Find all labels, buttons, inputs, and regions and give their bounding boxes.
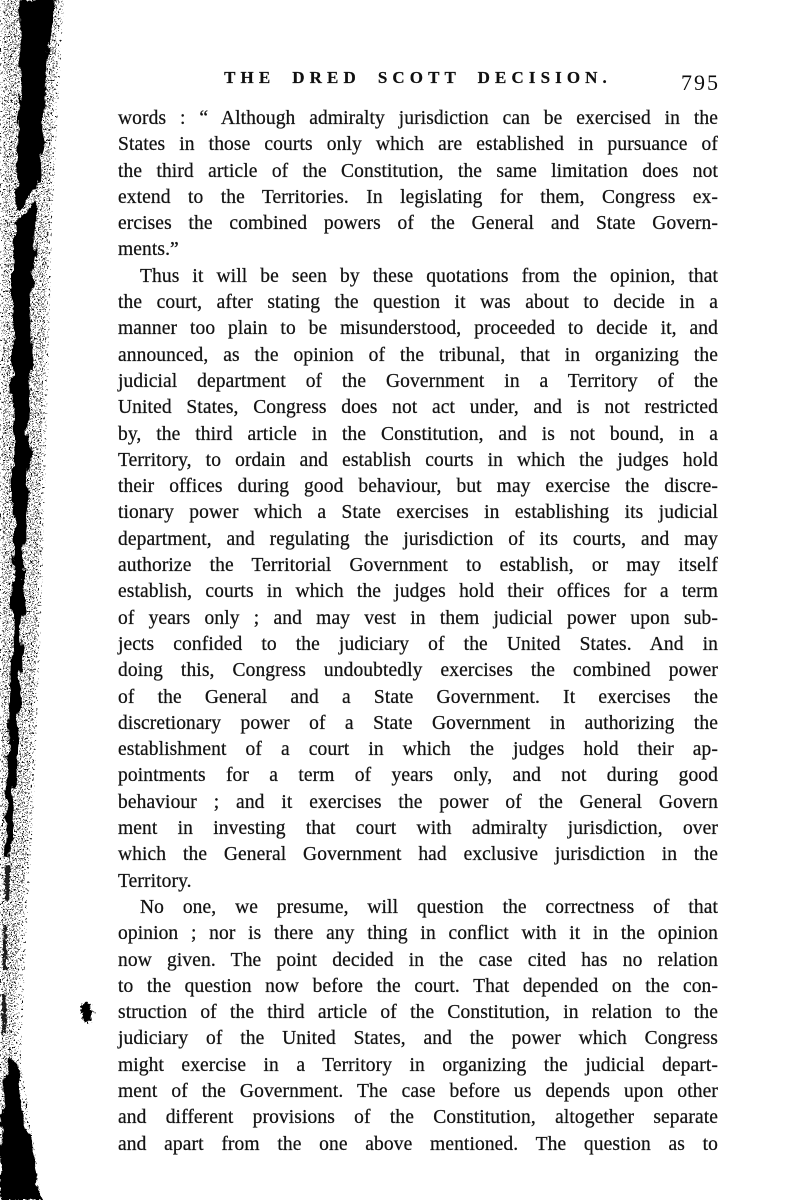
text-line: of the General and a State Government. It exercises the xyxy=(118,686,718,708)
text-line: extend to the Territories. In legislating for them, Congress ex- xyxy=(118,186,718,208)
text-line: behaviour ; and it exercises the power of the General Govern xyxy=(118,791,718,813)
text-line: establishment of a court in which the judges hold their ap- xyxy=(118,739,718,761)
text-line: struction of the third article of the Constitution, in relation to the xyxy=(118,1002,718,1024)
page-body xyxy=(118,106,718,1158)
text-line: Thus it will be seen by these quotations from the opinion, that xyxy=(140,265,718,287)
text-line: words : “ Although admiralty jurisdiction can be exercised in the xyxy=(118,108,718,129)
text-line: judiciary of the United States, and the power which Congress xyxy=(118,1028,718,1050)
page-header xyxy=(118,68,718,98)
text-line: the court, after stating the question it was about to decide in a xyxy=(118,292,718,314)
text-line: Territory. xyxy=(118,870,192,892)
text-line: announced, as the opinion of the tribunal, that in organizing the xyxy=(118,344,718,366)
text-line: manner too plain to be misunderstood, proceeded to decide it, and xyxy=(118,318,718,340)
text-line: ercises the combined powers of the General and State Govern- xyxy=(118,213,718,235)
text-line: establish, courts in which the judges hold their offices for a term xyxy=(118,581,718,603)
text-line: their offices during good behaviour, but may exercise the discre- xyxy=(118,476,718,498)
text-line: ment of the Government. The case before us depends upon other xyxy=(118,1080,718,1102)
text-line: by, the third article in the Constitution, and is not bound, in a xyxy=(118,423,718,445)
binding-core-top xyxy=(16,0,54,212)
ink-blot-mark xyxy=(80,1002,94,1023)
paragraph xyxy=(118,106,718,264)
text-line: jects confided to the judiciary of the United States. And in xyxy=(118,633,718,655)
paragraph xyxy=(118,264,718,895)
text-line: ment in investing that court with admiralty jurisdiction, over xyxy=(118,818,718,840)
text-line: of years only ; and may vest in them judicial power upon sub- xyxy=(118,607,718,629)
text-line: department, and regulating the jurisdiction of its courts, and may xyxy=(118,528,718,550)
speckle-fringe xyxy=(1,0,58,1200)
text-line: States in those courts only which are established in pursuance of xyxy=(118,134,718,156)
page-number: 795 xyxy=(681,70,720,95)
text-line: pointments for a term of years only, and not during good xyxy=(118,765,718,787)
text-line: might exercise in a Territory in organizing the judicial depart- xyxy=(118,1054,718,1076)
text-line: now given. The point decided in the case cited has no relation xyxy=(118,949,718,971)
binding-shadow-artifact xyxy=(0,0,130,1200)
text-line: doing this, Congress undoubtedly exercises the combined power xyxy=(118,660,718,682)
text-line: the third article of the Constitution, the same limitation does not xyxy=(118,160,718,182)
text-line: opinion ; nor is there any thing in conflict with it in the opinion xyxy=(118,923,718,945)
binding-trail xyxy=(2,865,10,1033)
running-title: THE DRED SCOTT DECISION. xyxy=(224,68,612,87)
text-line: and apart from the one above mentioned. The question as to xyxy=(118,1133,718,1155)
binding-core-bottom xyxy=(0,1058,42,1200)
text-line: No one, we presume, will question the correctness of that xyxy=(140,896,718,918)
text-line: to the question now before the court. That depended on the con- xyxy=(118,975,718,997)
text-line: discretionary power of a State Government in authorizing the xyxy=(118,712,718,734)
text-line: judicial department of the Government in a Territory of the xyxy=(118,370,718,392)
paragraph xyxy=(118,895,718,1158)
text-line: ments.” xyxy=(118,239,179,261)
text-line: authorize the Territorial Government to establish, or may itself xyxy=(118,555,718,577)
speckle-halo xyxy=(0,0,64,1200)
text-line: which the General Government had exclusive jurisdiction in the xyxy=(118,844,718,866)
text-line: and different provisions of the Constitution, altogether separate xyxy=(118,1107,718,1129)
binding-core-mid xyxy=(5,200,36,855)
text-line: United States, Congress does not act under, and is not restricted xyxy=(118,397,718,419)
text-line: tionary power which a State exercises in establishing its judicial xyxy=(118,502,718,524)
text-line: Territory, to ordain and establish courts in which the judges hold xyxy=(118,449,718,471)
